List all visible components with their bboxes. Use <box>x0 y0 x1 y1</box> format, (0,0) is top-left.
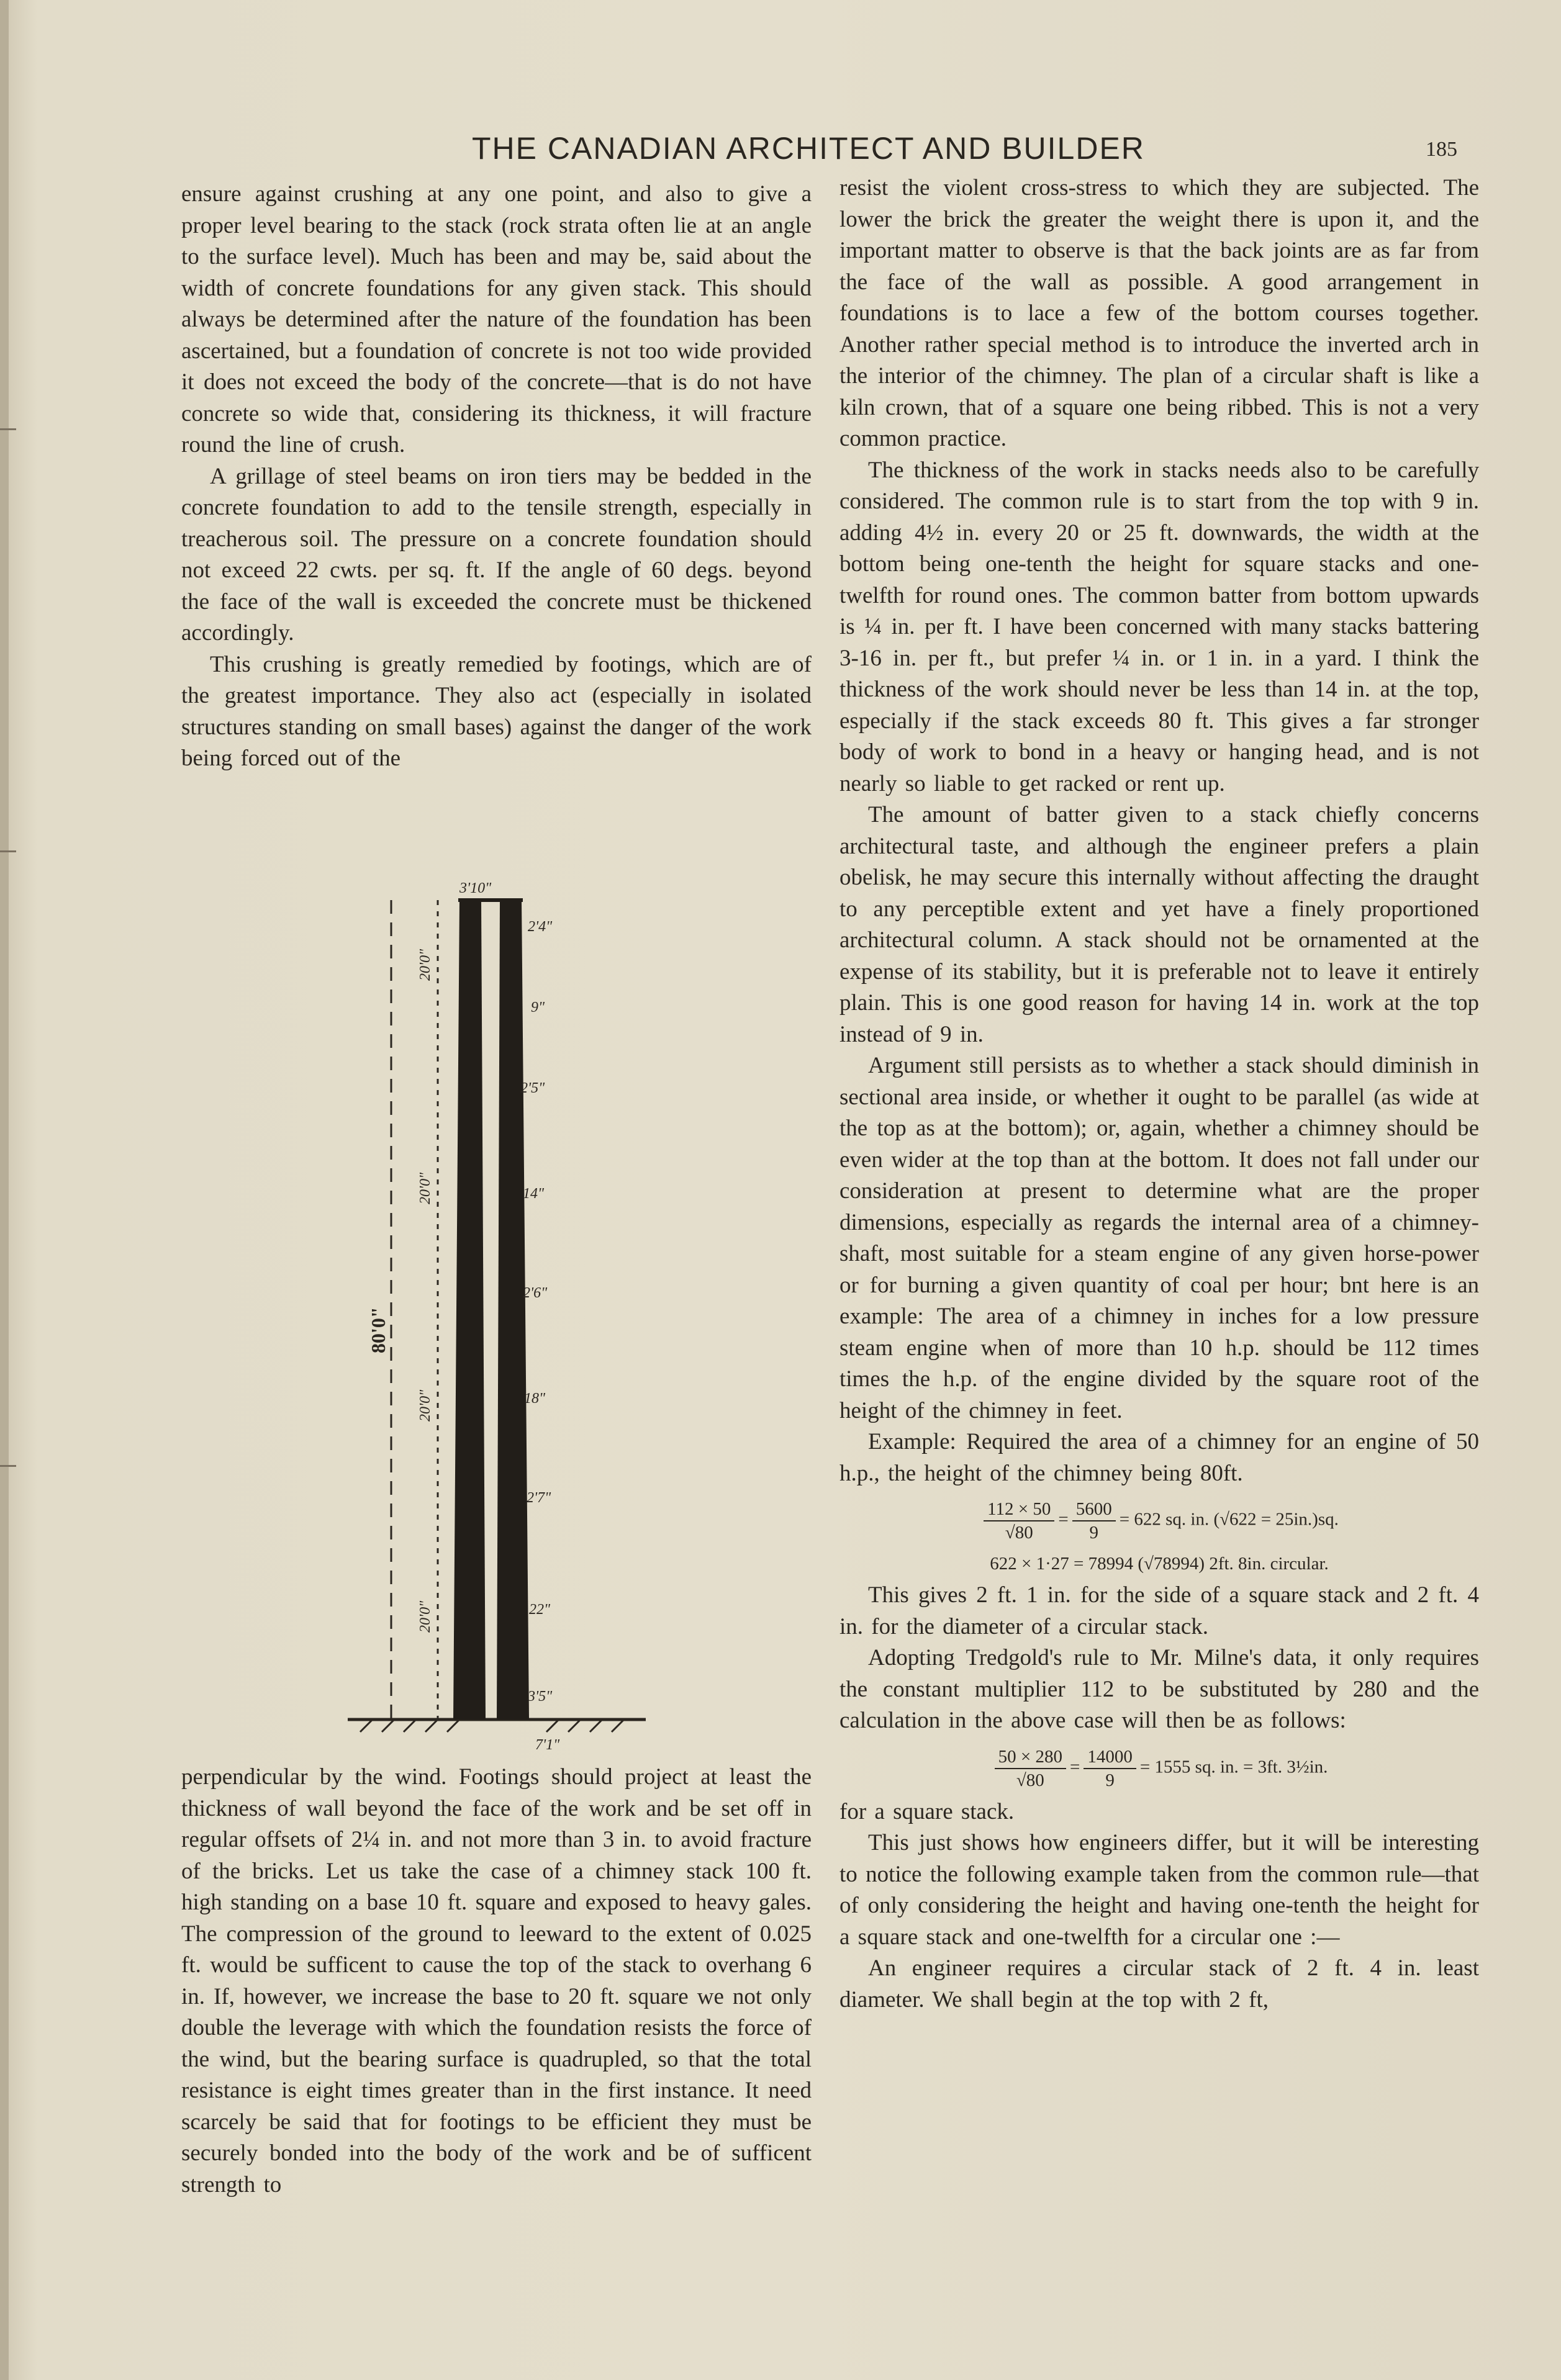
dimension-label: 9" <box>531 999 545 1016</box>
segment-label: 20'0" <box>417 1600 433 1633</box>
paragraph: perpendicular by the wind. Footings should project at least the thickness of wall beyond the face of the work and be set off in regular offsets of 2¼ in. and not more than 3 in. to avoid fracture of the bricks. Let us take the case of a chimney stack 100 ft. high standing on a base 10 ft. square and exposed to heavy gales. The compression of the ground to leeward to the extent of 0.025 ft. would be sufficent to cause the top of the stack to overhang 6 in. If, however, we increase the base to 20 ft. square we not only double the leverage with which the foundation resists the force of the wind, but the bearing surface is quadrupled, so that the total resistance is eight times greater than in the first instance. It need scarcely be said that for footings to be efficient they must be securely bonded into the body of the work and be of sufficent strength to <box>181 1764 812 2197</box>
equation-result: = 1555 sq. in. = 3ft. 3½in. <box>1139 1757 1328 1777</box>
dimension-label: 2'4" <box>528 919 553 935</box>
page-number: 185 <box>1426 138 1457 161</box>
ground-hatching <box>360 1720 624 1732</box>
left-column-top <box>181 179 812 775</box>
segment-label: 20'0" <box>417 1172 433 1204</box>
fraction-numerator: 14000 <box>1084 1746 1136 1769</box>
dimension-label: 14" <box>523 1186 545 1202</box>
top-width-label: 3'10" <box>459 880 492 896</box>
fraction-denominator: 9 <box>1089 1523 1098 1543</box>
paragraph: resist the violent cross-stress to which they are subjected. The lower the brick the greater the weight there is upon it, and the important matter to observe is that the back joints are as far from the face of the wall as possible. A good arrangement in foundations is to lace a few of the bottom courses together. Another rather special method is to introduce the inverted arch in the interior of the chimney. The plan of a circular shaft is like a kiln crown, that of a square one being ribbed. This is not a very common practice. <box>839 175 1479 451</box>
segment-label: 20'0" <box>417 1389 433 1422</box>
segment-label: 20'0" <box>417 949 433 981</box>
paragraph: Argument still persists as to whether a stack should diminish in sectional area inside, or whether it ought to be parallel (as wide at the top as at the bottom); or, again, whether a chimney should be even wider at the top than at the bottom. It does not fall under our consideration at present to determine what are the proper dimensions, especially as regards the internal area of a chimney-shaft, most suitable for a steam engine of any given horse-power or for burning a given quantity of coal per hour; bnt here is an example: The area of a chimney in inches for a low pressure steam engine when of more than 10 h.p. should be 112 times times the h.p. of the engine divided by the square root of the height of the chimney in feet. <box>839 1053 1479 1423</box>
left-column-bottom <box>181 1762 812 2201</box>
right-column <box>839 173 1479 2016</box>
dimension-label: 2'5" <box>520 1080 545 1096</box>
fraction-denominator: √80 <box>1016 1770 1044 1790</box>
paragraph: The thickness of the work in stacks needs also to be carefully considered. The common rule is to start from the top with 9 in. adding 4½ in. every 20 or 25 ft. downwards, the width at the bottom being one-tenth the height for square stacks and one-twelfth for round ones. The common batter from bottom upwards is ¼ in. per ft. I have been concerned with many stacks battering 3-16 in. per ft., but prefer ¼ in. or 1 in. in a yard. I think the thickness of the work should never be less than 14 in. at the top, especially if the stack exceeds 80 ft. This gives a far stronger body of work to bond in a heavy or hanging head, and is not nearly so liable to get racked or rent up. <box>839 457 1479 796</box>
base-width-label: 7'1" <box>535 1737 560 1753</box>
dimension-label: 2'6" <box>523 1285 548 1301</box>
chimney-right-wall <box>497 900 529 1720</box>
paragraph: An engineer requires a circular stack of 2 ft. 4 in. least diameter. We shall begin at the top with 2 ft, <box>839 1955 1479 2013</box>
chimney-section-diagram <box>323 875 671 1763</box>
paragraph: This just shows how engineers differ, but it will be interesting to notice the following example taken from the common rule—that of only considering the height and having one-tenth the height for a square stack and one-twelfth for a circular one :— <box>839 1830 1479 1950</box>
equation-3: $\frac{50 \times 280}{√80}$ = $\frac{14000}{9}$ = 1555 sq. in. = 3ft. 3½in. <box>839 1746 1479 1792</box>
paragraph: A grillage of steel beams on iron tiers may be bedded in the concrete foundation to add to the tensile strength, especially in treacherous soil. The pressure on a concrete foundation should not exceed 22 cwts. per sq. ft. If the angle of 60 degs. beyond the face of the wall is exceeded the concrete must be thickened accordingly. <box>181 463 812 646</box>
binding-edge <box>0 0 9 2380</box>
equation-2: 622 × 1·27 = 78994 (√78994) 2ft. 8in. circular. <box>990 1554 1329 1574</box>
total-height-label: 80'0" <box>367 1307 389 1353</box>
paragraph: ensure against crushing at any one point, and also to give a proper level bearing to the stack (rock strata often lie at an angle to the surface level). Much has been and may be, said about the width of concrete foundations for any given stack. This should always be determined after the nature of the foundation has been ascertained, but a foundation of concrete is not too wide provided it does not exceed the body of the concrete—that is do not have concrete so wide that, considering its thickness, it will fracture round the line of crush. <box>181 181 812 458</box>
paragraph: Adopting Tredgold's rule to Mr. Milne's data, it only requires the constant multiplier 112 to be substituted by 280 and the calculation in the above case will then be as follows: <box>839 1645 1479 1733</box>
paragraph: This gives 2 ft. 1 in. for the side of a square stack and 2 ft. 4 in. for the diameter of a circular stack. <box>839 1582 1479 1639</box>
paragraph: This crushing is greatly remedied by footings, which are of the greatest importance. They also act (especially in isolated structures standing on small bases) against the danger of the work being forced out of the <box>181 651 812 771</box>
chimney-left-wall <box>453 900 486 1720</box>
dimension-label: 2'7" <box>527 1490 551 1506</box>
fraction-numerator: 50 × 280 <box>995 1746 1066 1769</box>
equation-1: $\frac{112 \times 50}{√80}$ = $\frac{5600}{9}$ = 622 sq. in. (√622 = 25in.)sq. <box>839 1498 1479 1544</box>
paragraph: The amount of batter given to a stack chiefly concerns architectural taste, and although the engineer prefers a plain obelisk, he may secure this internally without affecting the draught to any perceptible extent and yet have a finely proportioned architectural column. A stack should not be ornamented at the expense of its stability, but it is preferable not to leave it entirely plain. This is one good reason for having 14 in. work at the top instead of 9 in. <box>839 802 1479 1047</box>
binding-mark <box>0 428 16 430</box>
fraction-denominator: 9 <box>1105 1770 1115 1790</box>
binding-mark <box>0 850 16 852</box>
dimension-label: 3'5" <box>528 1688 553 1705</box>
running-header: THE CANADIAN ARCHITECT AND BUILDER <box>472 131 1145 166</box>
fraction-numerator: 5600 <box>1072 1498 1116 1521</box>
paragraph: for a square stack. <box>839 1798 1015 1824</box>
equation-result: = 622 sq. in. (√622 = 25in.)sq. <box>1119 1509 1339 1530</box>
fraction-denominator: √80 <box>1005 1523 1033 1543</box>
binding-mark <box>0 1465 16 1467</box>
dimension-label: 22" <box>529 1602 551 1618</box>
fraction-numerator: 112 × 50 <box>984 1498 1054 1521</box>
dimension-label: 18" <box>524 1391 546 1407</box>
paragraph: Example: Required the area of a chimney for an engine of 50 h.p., the height of the chimney being 80ft. <box>839 1429 1479 1486</box>
